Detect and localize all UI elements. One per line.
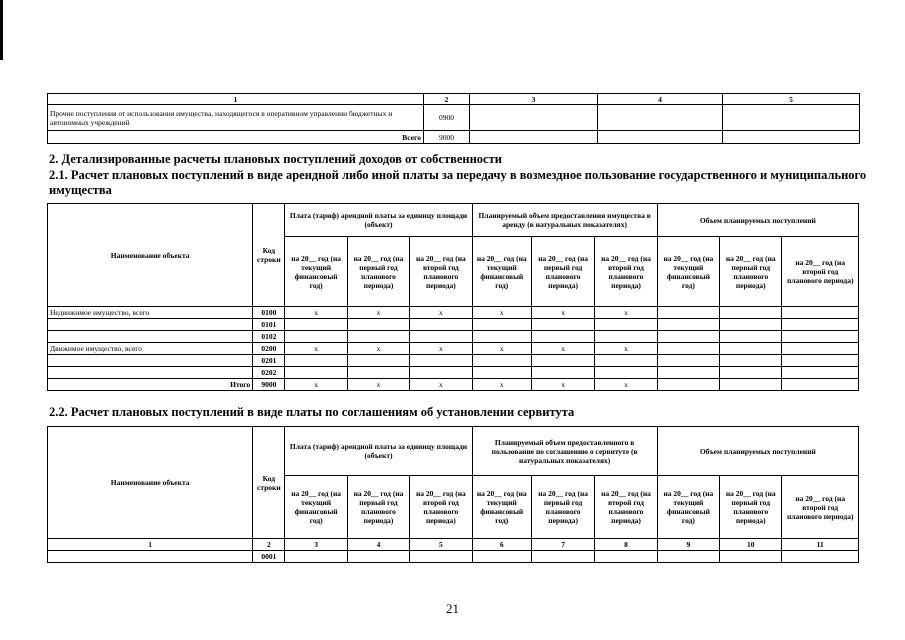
col-num-4: 4 <box>598 94 723 105</box>
cell <box>723 105 860 131</box>
cell <box>720 379 782 391</box>
cell <box>531 367 594 379</box>
total-code: 9000 <box>424 131 470 144</box>
cell <box>595 355 657 367</box>
group-fee-header: Плата (тариф) арендной платы за единицу площади (объект) <box>285 427 472 476</box>
group-income-header: Объем планируемых поступлений <box>657 427 858 476</box>
row-code: 0900 <box>424 105 470 131</box>
cell <box>782 355 859 367</box>
cell <box>782 551 859 563</box>
sub-current: на 20__ год (на текущий финансовый год) <box>472 476 531 539</box>
sub-second: на 20__ год (на второй год планового периода) <box>410 237 472 307</box>
x-mark: x <box>410 379 472 391</box>
sub-current: на 20__ год (на текущий финансовый год) <box>285 237 347 307</box>
cell <box>720 355 782 367</box>
servitude-income-table <box>47 426 859 563</box>
col-num: 5 <box>410 539 472 551</box>
total-label: Всего <box>48 131 424 144</box>
sub-first: на 20__ год (на первый год планового периода) <box>720 237 782 307</box>
x-mark: x <box>595 379 657 391</box>
cell <box>285 319 347 331</box>
sub-first: на 20__ год (на первый год планового периода) <box>347 237 409 307</box>
total-label: Итого <box>48 379 253 391</box>
cell <box>595 551 657 563</box>
cell <box>531 355 594 367</box>
x-mark: x <box>472 343 531 355</box>
sub-second: на 20__ год (на второй год планового периода) <box>410 476 472 539</box>
cell <box>347 367 409 379</box>
cell <box>598 131 723 144</box>
col-num: 10 <box>720 539 782 551</box>
rent-income-table <box>47 203 859 391</box>
col-num: 11 <box>782 539 859 551</box>
section-heading-2-1: 2.1. Расчет плановых поступлений в виде арендной либо иной платы за передачу в возмездное пользование государственного и муниципального имущества <box>49 168 867 197</box>
cell <box>782 379 859 391</box>
section-heading-2: 2. Детализированные расчеты плановых поступлений доходов от собственности <box>49 152 502 166</box>
col-num: 4 <box>347 539 409 551</box>
x-mark: x <box>531 379 594 391</box>
cell <box>410 331 472 343</box>
row-code: 0200 <box>253 343 285 355</box>
cell <box>720 551 782 563</box>
col-num: 1 <box>48 539 253 551</box>
cell <box>347 331 409 343</box>
cell <box>782 343 859 355</box>
cell <box>48 551 253 563</box>
group-volume-header: Планируемый объем предоставления имущества в аренду (в натуральных показателях) <box>472 204 657 237</box>
cell <box>782 307 859 319</box>
col-code-header: Код строки <box>253 204 285 307</box>
cell <box>720 331 782 343</box>
cell <box>531 331 594 343</box>
row-code: 0202 <box>253 367 285 379</box>
cell <box>285 355 347 367</box>
row-code: 0100 <box>253 307 285 319</box>
x-mark: x <box>472 307 531 319</box>
sub-first: на 20__ год (на первый год планового периода) <box>720 476 782 539</box>
x-mark: x <box>347 307 409 319</box>
sub-current: на 20__ год (на текущий финансовый год) <box>472 237 531 307</box>
x-mark: x <box>531 307 594 319</box>
row-code: 0201 <box>253 355 285 367</box>
cell <box>410 551 472 563</box>
cell <box>472 355 531 367</box>
top-table <box>47 93 860 144</box>
cell <box>720 343 782 355</box>
col-num: 8 <box>595 539 657 551</box>
cell <box>347 551 409 563</box>
cell <box>285 551 347 563</box>
col-num-3: 3 <box>470 94 598 105</box>
row-name <box>48 355 253 367</box>
group-fee-header: Плата (тариф) арендной платы за единицу площади (объект) <box>285 204 472 237</box>
x-mark: x <box>410 307 472 319</box>
cell <box>720 307 782 319</box>
cell <box>657 319 719 331</box>
cell <box>347 319 409 331</box>
x-mark: x <box>347 379 409 391</box>
x-mark: x <box>472 379 531 391</box>
row-label-other-income: Прочие поступления от использования имущества, находящегося в оперативном управлении бюджетных и автономных учреждений <box>48 105 424 131</box>
cell <box>531 319 594 331</box>
col-num-5: 5 <box>723 94 860 105</box>
cell <box>657 331 719 343</box>
x-mark: x <box>285 379 347 391</box>
page-edge-mark <box>0 0 3 60</box>
sub-first: на 20__ год (на первый год планового периода) <box>531 237 594 307</box>
group-income-header: Объем планируемых поступлений <box>657 204 858 237</box>
page-number: 21 <box>446 601 459 616</box>
sub-second: на 20__ год (на второй год планового периода) <box>595 476 657 539</box>
col-name-header: Наименование объекта <box>48 204 253 307</box>
cell <box>472 367 531 379</box>
col-num: 9 <box>657 539 719 551</box>
row-code: 0001 <box>253 551 285 563</box>
cell <box>657 379 719 391</box>
col-name-header: Наименование объекта <box>48 427 253 539</box>
cell <box>595 331 657 343</box>
cell <box>347 355 409 367</box>
col-code-header: Код строки <box>253 427 285 539</box>
sub-second: на 20__ год (на второй год планового периода) <box>782 476 859 539</box>
cell <box>657 367 719 379</box>
sub-first: на 20__ год (на первый год планового периода) <box>531 476 594 539</box>
cell <box>657 355 719 367</box>
cell <box>657 307 719 319</box>
x-mark: x <box>410 343 472 355</box>
group-volume-header: Планируемый объем предоставленного в пользование по соглашению о сервитуте (в натуральных показателях) <box>472 427 657 476</box>
col-num-2: 2 <box>424 94 470 105</box>
cell <box>657 343 719 355</box>
col-num: 2 <box>253 539 285 551</box>
cell <box>472 551 531 563</box>
cell <box>470 131 598 144</box>
x-mark: x <box>595 343 657 355</box>
row-code: 0102 <box>253 331 285 343</box>
cell <box>410 319 472 331</box>
cell <box>723 131 860 144</box>
x-mark: x <box>285 307 347 319</box>
total-code: 9000 <box>253 379 285 391</box>
x-mark: x <box>347 343 409 355</box>
row-code: 0101 <box>253 319 285 331</box>
row-name <box>48 367 253 379</box>
sub-current: на 20__ год (на текущий финансовый год) <box>657 476 719 539</box>
row-name: Движимое имущество, всего <box>48 343 253 355</box>
cell <box>531 551 594 563</box>
cell <box>657 551 719 563</box>
section-heading-2-2: 2.2. Расчет плановых поступлений в виде платы по соглашениям об установлении сервитута <box>49 405 575 419</box>
cell <box>410 367 472 379</box>
col-num: 6 <box>472 539 531 551</box>
cell <box>595 319 657 331</box>
x-mark: x <box>531 343 594 355</box>
cell <box>470 105 598 131</box>
cell <box>472 331 531 343</box>
x-mark: x <box>285 343 347 355</box>
sub-current: на 20__ год (на текущий финансовый год) <box>285 476 347 539</box>
row-name: Недвижимое имущество, всего <box>48 307 253 319</box>
cell <box>720 319 782 331</box>
cell <box>285 367 347 379</box>
sub-current: на 20__ год (на текущий финансовый год) <box>657 237 719 307</box>
cell <box>782 367 859 379</box>
cell <box>782 319 859 331</box>
cell <box>782 331 859 343</box>
sub-second: на 20__ год (на второй год планового периода) <box>782 237 859 307</box>
sub-first: на 20__ год (на первый год планового периода) <box>347 476 409 539</box>
col-num-1: 1 <box>48 94 424 105</box>
cell <box>472 319 531 331</box>
cell <box>595 367 657 379</box>
x-mark: x <box>595 307 657 319</box>
cell <box>720 367 782 379</box>
row-name <box>48 319 253 331</box>
row-name <box>48 331 253 343</box>
col-num: 3 <box>285 539 347 551</box>
cell <box>598 105 723 131</box>
cell <box>410 355 472 367</box>
sub-second: на 20__ год (на второй год планового периода) <box>595 237 657 307</box>
cell <box>285 331 347 343</box>
col-num: 7 <box>531 539 594 551</box>
